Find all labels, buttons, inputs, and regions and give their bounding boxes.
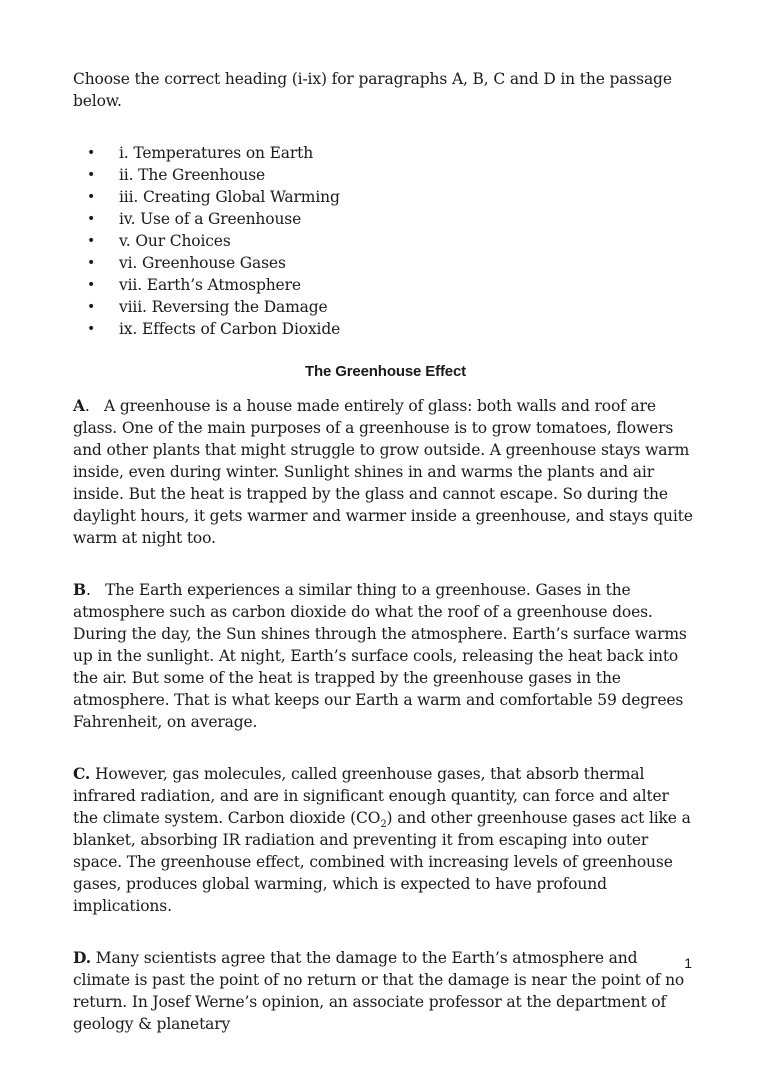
list-item	[73, 230, 698, 252]
bullet-icon: •	[87, 211, 96, 227]
bullet-icon: •	[87, 189, 96, 205]
list-item	[73, 164, 698, 186]
paragraph-text-part1: However, gas molecules, called greenhouse gases, that absorb thermal infrared radiation, and are in significant enough quantity, can force and alter the climate system. Carbon dioxide (CO	[73, 765, 669, 827]
heading-option: iii. Creating Global Warming	[119, 188, 340, 206]
paragraph-label: C.	[73, 764, 91, 783]
heading-option: v. Our Choices	[119, 232, 231, 250]
heading-option: vii. Earth’s Atmosphere	[119, 276, 301, 294]
bullet-icon: •	[87, 255, 96, 271]
paragraph-label-suffix: .	[85, 581, 91, 599]
paragraph-label: D.	[73, 948, 91, 967]
formula-subscript: 2	[380, 819, 387, 831]
paragraph-text-part2: ) and other greenhouse gases act like a blanket, absorbing IR radiation and preventing it from escaping into outer space. The greenhouse effect, combined with increasing levels of greenhouse gases, produces global warming, which is expected to have profound implications.	[73, 809, 691, 915]
bullet-icon: •	[87, 145, 96, 161]
paragraph-text: A greenhouse is a house made entirely of glass: both walls and roof are glass. One of the main purposes of a greenhouse is to grow tomatoes, flowers and other plants that might struggle to grow outside. A greenhouse stays warm inside, even during winter. Sunlight shines in and warms the plants and air inside. But the heat is trapped by the glass and cannot escape. So during the daylight hours, it gets warmer and warmer inside a greenhouse, and stays quite warm at night too.	[73, 397, 693, 547]
paragraph-label: A	[73, 396, 85, 415]
paragraph-a	[73, 395, 698, 549]
heading-options-list	[73, 142, 698, 340]
paragraph-d	[73, 947, 698, 1035]
list-item	[73, 186, 698, 208]
bullet-icon: •	[87, 321, 96, 337]
list-item	[73, 252, 698, 274]
list-item	[73, 296, 698, 318]
heading-option: iv. Use of a Greenhouse	[119, 210, 302, 228]
paragraph-text: The Earth experiences a similar thing to a greenhouse. Gases in the atmosphere such as carbon dioxide do what the roof of a greenhouse does. During the day, the Sun shines through the atmosphere. Earth’s surface warms up in the sunlight. At night, Earth’s surface cools, releasing the heat back into the air. But some of the heat is trapped by the greenhouse gases in the atmosphere. That is what keeps our Earth a warm and comfortable 59 degrees Fahrenheit, on average.	[73, 581, 687, 731]
passage-title: The Greenhouse Effect	[304, 363, 467, 380]
paragraph-label-suffix: .	[84, 397, 90, 415]
bullet-icon: •	[87, 277, 96, 293]
heading-option: i. Temperatures on Earth	[119, 144, 314, 162]
heading-option: ix. Effects of Carbon Dioxide	[119, 320, 341, 338]
document-page	[73, 68, 698, 1065]
heading-option: ii. The Greenhouse	[119, 166, 266, 184]
paragraph-text: Many scientists agree that the damage to the Earth’s atmosphere and climate is past the point of no return or that the damage is near the point of no return. In Josef Werne’s opinion, an associate professor at the department of geology & planetary	[73, 949, 685, 1033]
bullet-icon: •	[87, 299, 96, 315]
list-item	[73, 274, 698, 296]
instruction-text: Choose the correct heading (i-ix) for paragraphs A, B, C and D in the passage below.	[73, 70, 672, 110]
list-item	[73, 208, 698, 230]
list-item	[73, 142, 698, 164]
bullet-icon: •	[87, 233, 96, 249]
heading-option: viii. Reversing the Damage	[119, 298, 328, 316]
paragraph-b	[73, 579, 698, 733]
bullet-icon: •	[87, 167, 96, 183]
list-item	[73, 318, 698, 340]
paragraph-label: B	[73, 580, 86, 599]
page-number: 1	[684, 955, 692, 971]
heading-option: vi. Greenhouse Gases	[119, 254, 286, 272]
paragraph-c	[73, 763, 698, 917]
